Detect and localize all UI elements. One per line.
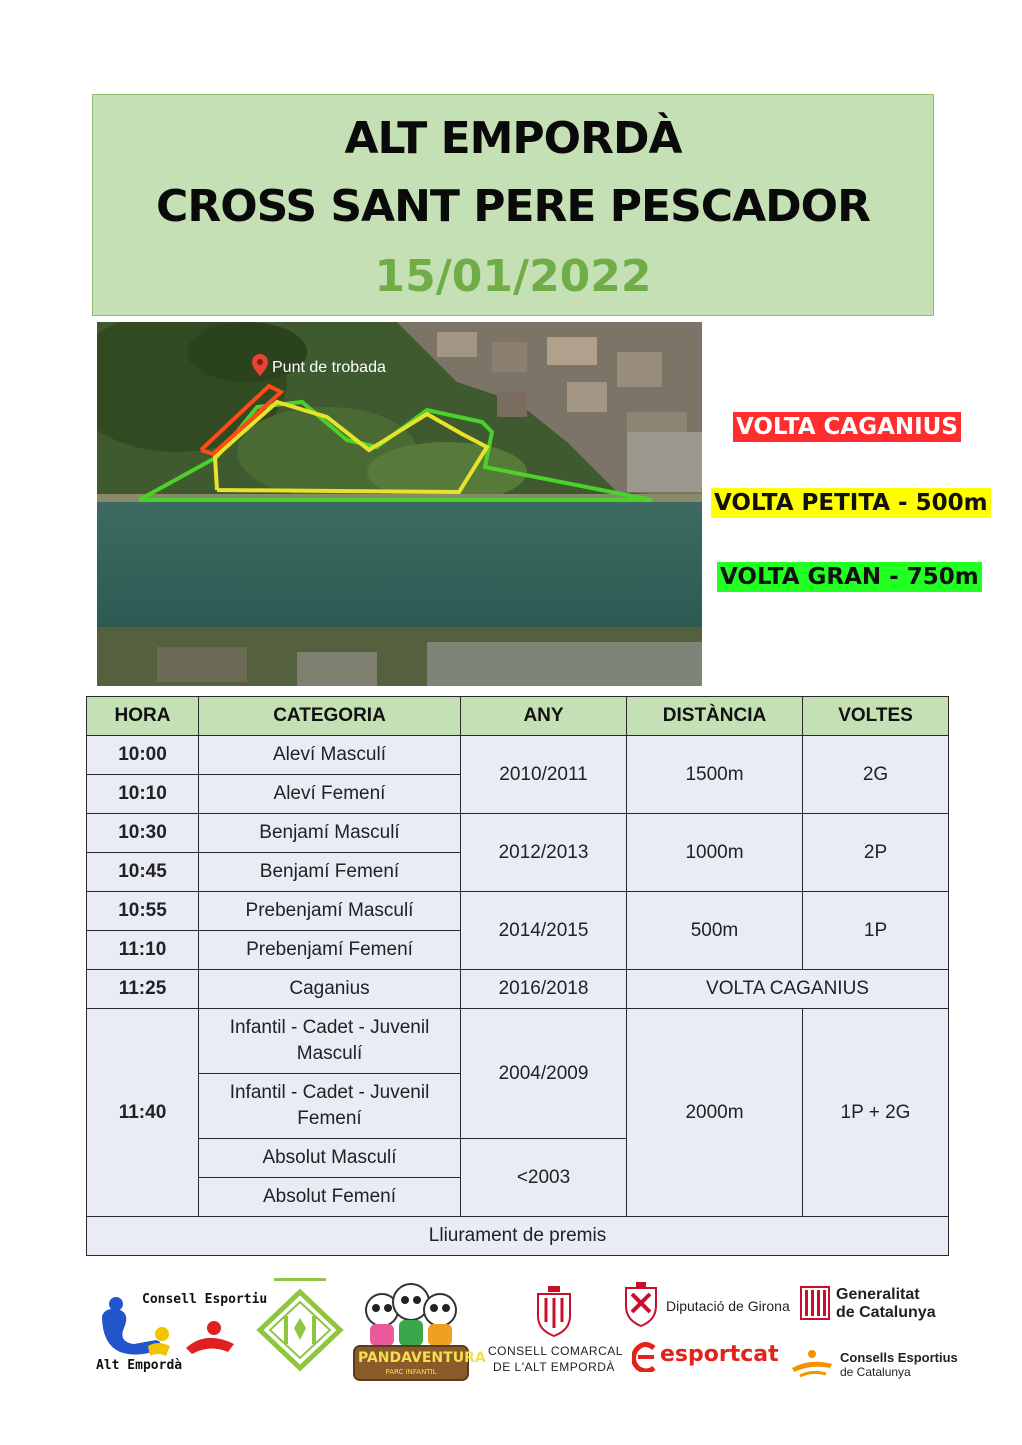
header-distancia: DISTÀNCIA [627, 697, 803, 736]
comarcal-shield-icon [488, 1284, 620, 1340]
cell-categoria: Caganius [199, 970, 461, 1009]
cell-hora: 10:30 [87, 814, 199, 853]
cell-categoria: Absolut Masculí [199, 1139, 461, 1178]
table-row [87, 814, 949, 853]
comarcal-line2: DE L'ALT EMPORDÀ [493, 1360, 615, 1374]
table-row [87, 1009, 949, 1074]
schedule-table [86, 696, 949, 1256]
awards-ceremony: Lliurament de premis [87, 1217, 949, 1256]
cell-hora: 11:10 [87, 931, 199, 970]
crest-icon [252, 1278, 348, 1378]
consells-line1: Consells Esportius [840, 1350, 958, 1365]
cell-distancia: 2000m [627, 1009, 803, 1217]
legend-volta-petita: VOLTA PETITA - 500m [711, 488, 991, 518]
event-date: 15/01/2022 [374, 251, 652, 302]
cell-hora: 10:55 [87, 892, 199, 931]
header-categoria: CATEGORIA [199, 697, 461, 736]
logo-generalitat [800, 1286, 960, 1330]
cell-categoria: Prebenjamí Femení [199, 931, 461, 970]
cell-voltes: 2P [803, 814, 949, 892]
generalitat-line2: de Catalunya [836, 1304, 936, 1321]
cell-any: 2014/2015 [461, 892, 627, 970]
title-region: ALT EMPORDÀ [344, 113, 682, 164]
cell-any: 2010/2011 [461, 736, 627, 814]
cell-categoria: Infantil - Cadet - Juvenil Femení [199, 1074, 461, 1139]
generalitat-line1: Generalitat [836, 1286, 920, 1303]
route-map [97, 322, 702, 686]
satellite-map-image [97, 322, 702, 686]
cell-voltes: 2G [803, 736, 949, 814]
cell-hora: 11:25 [87, 970, 199, 1009]
cell-categoria: Benjamí Masculí [199, 814, 461, 853]
comarcal-line1: CONSELL COMARCAL [488, 1344, 623, 1358]
consells-runner-icon [790, 1348, 834, 1380]
logo-pandaventura [352, 1280, 486, 1384]
legend-caganius: VOLTA CAGANIUS [733, 412, 961, 442]
cell-any: 2012/2013 [461, 814, 627, 892]
cell-categoria: Infantil - Cadet - Juvenil Masculí [199, 1009, 461, 1074]
logo-diputacio-girona [622, 1282, 792, 1332]
cell-distancia: 1000m [627, 814, 803, 892]
cell-categoria: Prebenjamí Masculí [199, 892, 461, 931]
diputacio-name: Diputació de Girona [666, 1298, 790, 1314]
consells-line2: de Catalunya [840, 1365, 911, 1379]
table-header-row [87, 697, 949, 736]
header-voltes: VOLTES [803, 697, 949, 736]
title-event: CROSS SANT PERE PESCADOR [156, 181, 870, 232]
table-row [87, 970, 949, 1009]
meeting-point-label: Punt de trobada [272, 359, 386, 376]
logo-consell-esportiu [96, 1286, 268, 1378]
pandaventura-sub: PARC INFANTIL [385, 1368, 437, 1376]
cell-distancia: VOLTA CAGANIUS [627, 970, 949, 1009]
header-hora: HORA [87, 697, 199, 736]
header-any: ANY [461, 697, 627, 736]
cell-distancia: 500m [627, 892, 803, 970]
cell-categoria: Benjamí Femení [199, 853, 461, 892]
cell-any: 2004/2009 [461, 1009, 627, 1139]
cell-hora: 11:40 [87, 1009, 199, 1217]
cell-categoria: Aleví Femení [199, 775, 461, 814]
title-banner [92, 94, 934, 316]
river [97, 502, 702, 632]
cell-hora: 10:10 [87, 775, 199, 814]
cell-distancia: 1500m [627, 736, 803, 814]
logo-consells-esportius-catalunya [790, 1348, 960, 1384]
generalitat-emblem-icon [800, 1286, 830, 1320]
cell-categoria: Aleví Masculí [199, 736, 461, 775]
cell-any: <2003 [461, 1139, 627, 1217]
table-row [87, 736, 949, 775]
table-row [87, 892, 949, 931]
esportcat-e-icon [632, 1342, 658, 1372]
table-footer-row [87, 1217, 949, 1256]
esportcat-name: esportcat [660, 1342, 779, 1367]
logo-esportcat [632, 1342, 792, 1378]
consell-line1: Consell Esportiu [142, 1292, 268, 1307]
pandaventura-name: PANDAVENTURA [358, 1350, 486, 1366]
cell-hora: 10:45 [87, 853, 199, 892]
cell-hora: 10:00 [87, 736, 199, 775]
cell-any: 2016/2018 [461, 970, 627, 1009]
cell-voltes: 1P [803, 892, 949, 970]
logo-consell-comarcal [488, 1284, 623, 1380]
legend-volta-gran: VOLTA GRAN - 750m [717, 562, 982, 592]
cell-categoria: Absolut Femení [199, 1178, 461, 1217]
sponsor-logos [0, 1272, 1022, 1392]
diputacio-shield-icon [622, 1282, 660, 1328]
consell-line2: Alt Empordà [96, 1358, 183, 1373]
logo-ajuntament-crest [252, 1278, 348, 1378]
cell-voltes: 1P + 2G [803, 1009, 949, 1217]
